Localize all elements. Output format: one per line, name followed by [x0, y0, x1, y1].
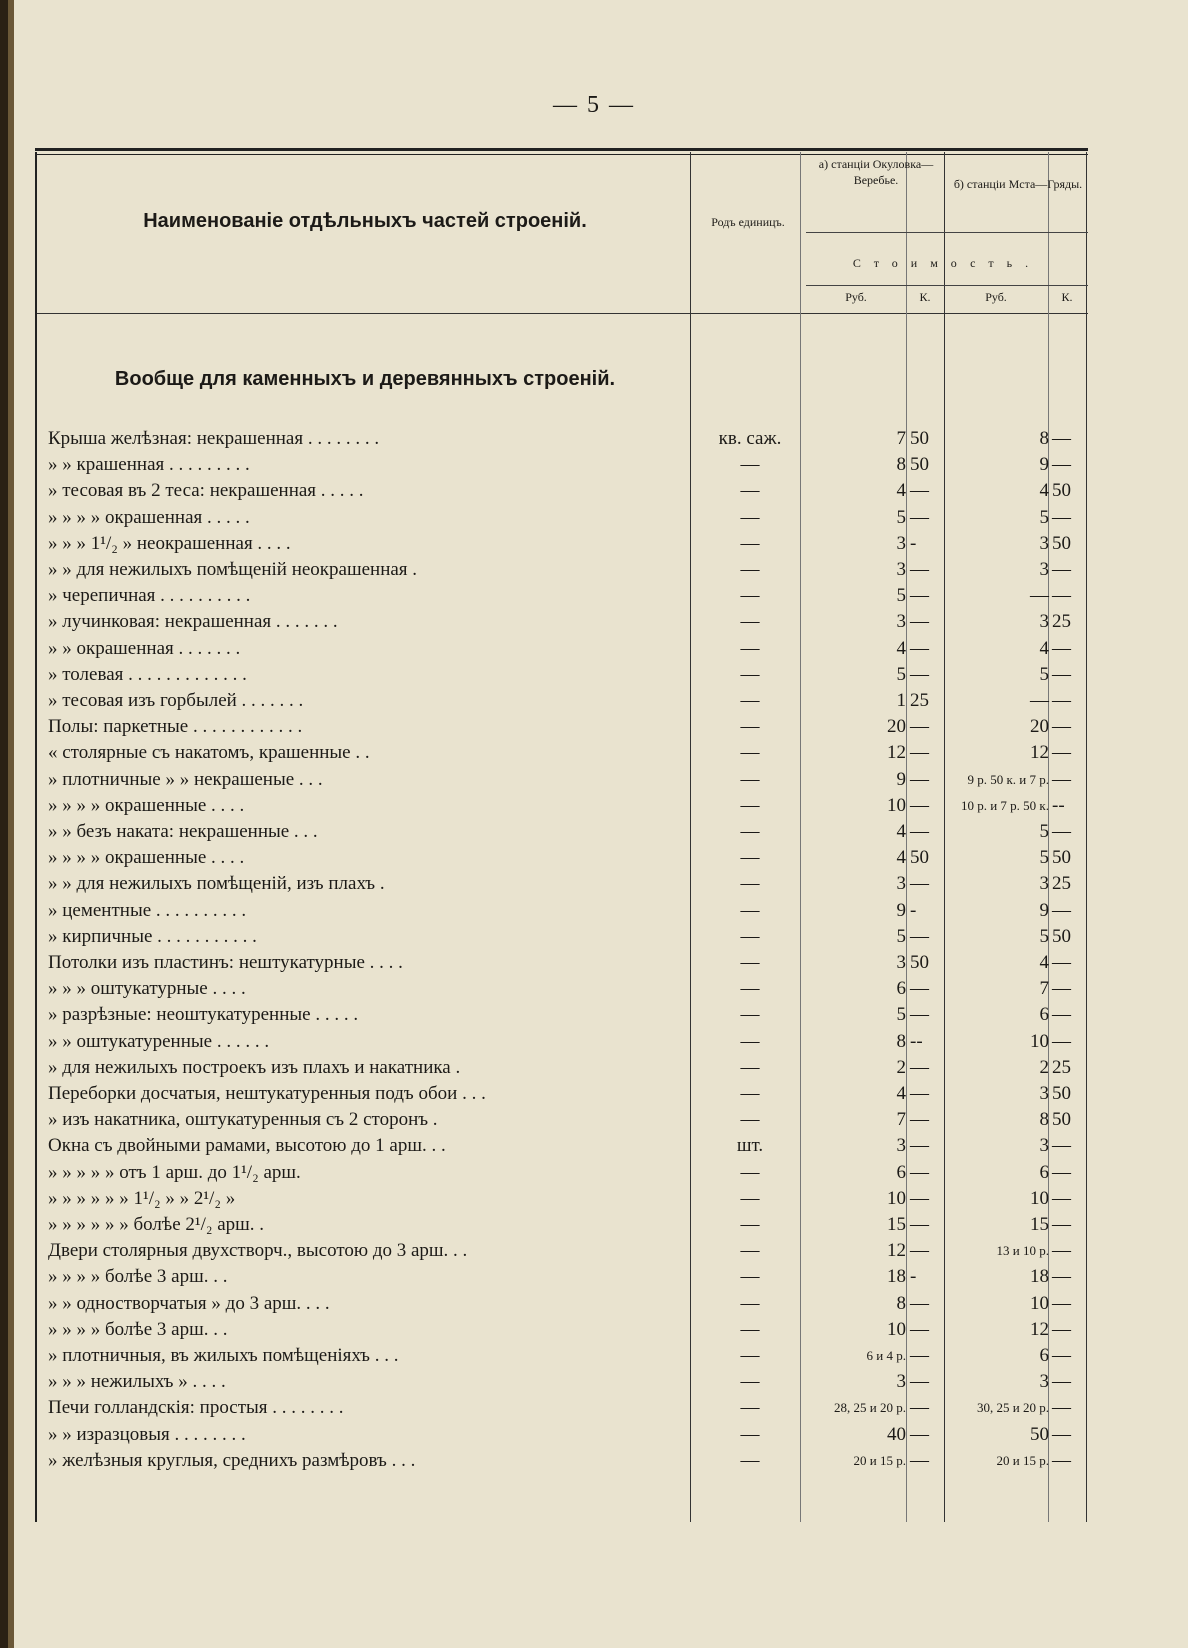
table-row	[0, 688, 1188, 714]
row-kop-a: —	[910, 611, 929, 633]
row-rub-b: 3	[1039, 1371, 1049, 1393]
row-rub-b: 30, 25 и 20 р.	[977, 1400, 1049, 1416]
row-item-name: Полы: паркетные . . . . . . . . . . . .	[48, 716, 303, 738]
row-kop-b: —	[1052, 428, 1071, 449]
table-row	[0, 924, 1188, 950]
row-unit: —	[740, 1449, 760, 1471]
row-kop-b: —	[1052, 690, 1071, 711]
row-rub-b: 10	[1030, 1030, 1049, 1052]
row-kop-b: —	[1052, 1240, 1071, 1262]
row-rub-b: 8	[1039, 1109, 1049, 1131]
row-kop-b: —	[1052, 1214, 1071, 1235]
header-station-rule	[806, 232, 1088, 233]
row-unit: —	[740, 1109, 760, 1131]
table-row	[0, 1317, 1188, 1343]
row-rub-b: 3	[1039, 1083, 1049, 1104]
row-item-name: Окна съ двойными рамами, высотою до 1 арш. . .	[48, 1135, 446, 1157]
row-kop-b: —	[1052, 1292, 1071, 1314]
row-unit: —	[740, 559, 760, 580]
row-item-name: » плотничные » » некрашеные . . .	[48, 768, 323, 790]
page-number: — 5 —	[553, 92, 635, 118]
table-row	[0, 1212, 1188, 1238]
table-row	[0, 1081, 1188, 1107]
row-item-name: » » » » окрашенная . . . . .	[48, 506, 250, 528]
row-item-name: » » для нежилыхъ помѣщеній, изъ плахъ .	[48, 873, 385, 895]
row-rub-a: 10	[887, 1318, 906, 1340]
table-row	[0, 1422, 1188, 1448]
row-kop-a: -	[910, 532, 917, 554]
row-unit: —	[740, 925, 760, 947]
row-item-name: Потолки изъ пластинъ: нештукатурные . . . .	[48, 952, 403, 973]
row-rub-a: 8	[896, 454, 906, 476]
row-rub-a: 1	[896, 690, 906, 711]
row-unit: —	[740, 1030, 760, 1052]
row-rub-a: 9	[896, 768, 906, 790]
row-item-name: » » безъ наката: некрашенные . . .	[48, 821, 318, 842]
row-kop-b: —	[1052, 1266, 1071, 1288]
row-kop-b: —	[1052, 716, 1071, 738]
row-rub-a: 18	[887, 1266, 906, 1288]
table-row	[0, 609, 1188, 635]
row-unit: —	[740, 768, 760, 790]
table-row	[0, 1107, 1188, 1133]
row-item-name: » » окрашенная . . . . . . .	[48, 637, 241, 659]
row-kop-a: -	[910, 899, 917, 921]
row-unit: —	[740, 1056, 760, 1078]
row-kop-b: —	[1052, 663, 1071, 685]
row-unit: —	[740, 1371, 760, 1393]
row-rub-b: 3	[1039, 559, 1049, 580]
row-kop-b: —	[1052, 1397, 1071, 1419]
row-item-name: » » изразцовыя . . . . . . . .	[48, 1423, 246, 1445]
row-unit: —	[740, 873, 760, 895]
row-item-name: » желѣзныя круглыя, среднихъ размѣровъ . . .	[48, 1449, 416, 1471]
row-kop-b: —	[1052, 1135, 1071, 1157]
table-row	[0, 557, 1188, 583]
header-unit: Родъ единицъ.	[711, 215, 785, 229]
table-row	[0, 1238, 1188, 1264]
row-rub-b: 12	[1030, 1318, 1049, 1340]
row-rub-b: 3	[1039, 1135, 1049, 1157]
row-rub-a: 5	[896, 1004, 906, 1026]
row-rub-b: 6	[1039, 1161, 1049, 1183]
row-kop-a: —	[910, 1240, 929, 1262]
row-kop-a: —	[910, 1109, 929, 1131]
table-row	[0, 583, 1188, 609]
row-item-name: » » » » » » 1¹/₂ » » 2¹/₂ »	[48, 1187, 236, 1209]
row-kop-a: —	[910, 1397, 929, 1419]
row-item-name: » цементные . . . . . . . . . .	[48, 899, 247, 921]
table-row	[0, 1002, 1188, 1028]
row-kop-a: —	[910, 1056, 929, 1078]
row-unit: —	[740, 1161, 760, 1183]
table-row	[0, 1343, 1188, 1369]
table-row	[0, 1160, 1188, 1186]
row-kop-a: —	[910, 1371, 929, 1393]
row-rub-a: 12	[887, 1240, 906, 1262]
row-unit: —	[740, 1004, 760, 1026]
row-rub-b: 4	[1039, 480, 1049, 502]
row-kop-b: --	[1052, 794, 1065, 816]
header-station-a: а) станціи Окуловка—Веребье.	[818, 157, 934, 187]
row-rub-a: 3	[896, 611, 906, 633]
row-unit: —	[740, 1318, 760, 1340]
row-unit: —	[740, 1083, 760, 1104]
row-kop-b: —	[1052, 1030, 1071, 1052]
table-row	[0, 871, 1188, 897]
row-item-name: » » для нежилыхъ помѣщеній неокрашенная .	[48, 559, 418, 580]
row-unit: —	[740, 1292, 760, 1314]
row-rub-a: 3	[896, 559, 906, 580]
row-kop-b: 25	[1052, 1056, 1071, 1078]
row-kop-b: —	[1052, 1004, 1071, 1026]
header-rub-a: Руб.	[845, 290, 867, 304]
row-rub-a: 5	[896, 663, 906, 685]
row-rub-b: 2	[1039, 1056, 1049, 1078]
table-row	[0, 1186, 1188, 1212]
table-row	[0, 898, 1188, 924]
row-rub-b: 20	[1030, 716, 1049, 738]
row-unit: —	[740, 663, 760, 685]
row-rub-a: 8	[896, 1030, 906, 1052]
table-row	[0, 1029, 1188, 1055]
row-item-name: Двери столярныя двухстворч., высотою до 3 арш. . .	[48, 1240, 468, 1262]
row-kop-b: —	[1052, 585, 1071, 607]
row-item-name: » кирпичные . . . . . . . . . . .	[48, 925, 257, 947]
header-kop-b: К.	[1061, 290, 1073, 304]
row-unit: —	[740, 611, 760, 633]
row-rub-a: 4	[896, 821, 906, 842]
row-kop-a: —	[910, 1161, 929, 1183]
row-rub-b: 10 р. и 7 р. 50 к.	[960, 797, 1049, 813]
row-rub-b: 5	[1039, 663, 1049, 685]
row-kop-b: —	[1052, 899, 1071, 921]
row-rub-b: 4	[1039, 952, 1049, 973]
row-kop-b: —	[1052, 821, 1071, 842]
row-item-name: » плотничныя, въ жилыхъ помѣщеніяхъ . . .	[48, 1345, 399, 1366]
header-rub-b: Руб.	[985, 290, 1007, 304]
row-item-name: » тесовая въ 2 теса: некрашенная . . . . .	[48, 480, 364, 502]
row-kop-a: —	[910, 925, 929, 947]
row-kop-a: —	[910, 1004, 929, 1026]
row-kop-a: —	[910, 742, 929, 764]
row-item-name: » » » нежилыхъ » . . . .	[48, 1371, 226, 1393]
row-rub-a: 7	[896, 428, 906, 449]
row-rub-b: —	[1030, 690, 1049, 711]
table-row	[0, 1448, 1188, 1474]
row-unit: —	[740, 899, 760, 921]
row-kop-a: --	[910, 1030, 923, 1052]
row-rub-a: 6	[896, 1161, 906, 1183]
row-kop-a: —	[910, 716, 929, 738]
row-rub-a: 4	[896, 847, 906, 869]
row-item-name: » » » » » » болѣе 2¹/₂ арш. .	[48, 1214, 265, 1235]
table-row	[0, 767, 1188, 793]
row-item-name: » » крашенная . . . . . . . . .	[48, 454, 250, 476]
row-rub-a: 20 и 15 р.	[853, 1452, 906, 1468]
row-unit: —	[740, 794, 760, 816]
row-kop-b: —	[1052, 742, 1071, 764]
row-kop-a: —	[910, 585, 929, 607]
row-unit: —	[740, 690, 760, 711]
table-row	[0, 714, 1188, 740]
row-kop-b: —	[1052, 952, 1071, 973]
row-unit: —	[740, 978, 760, 1000]
row-kop-b: 50	[1052, 847, 1071, 869]
header-cost: Стоимость.	[852, 256, 1042, 270]
row-kop-b: 50	[1052, 1083, 1071, 1104]
row-rub-a: 20	[887, 716, 906, 738]
row-kop-a: —	[910, 637, 929, 659]
row-unit: —	[740, 1214, 760, 1235]
table-top-rule-thin	[35, 154, 1088, 155]
row-item-name: » » » » окрашенные . . . .	[48, 794, 245, 816]
row-rub-a: 4	[896, 637, 906, 659]
row-rub-a: 2	[896, 1056, 906, 1078]
row-item-name: » тесовая изъ горбылей . . . . . . .	[48, 690, 304, 711]
row-rub-a: 28, 25 и 20 р.	[834, 1400, 906, 1416]
row-rub-a: 10	[887, 794, 906, 816]
row-item-name: » » » » окрашенные . . . .	[48, 847, 245, 869]
row-unit: —	[740, 847, 760, 869]
section-title: Вообще для каменныхъ и деревянныхъ строеній.	[114, 368, 616, 390]
row-kop-b: 25	[1052, 873, 1071, 895]
row-rub-b: 12	[1030, 742, 1049, 764]
row-item-name: » » оштукатуренные . . . . . .	[48, 1030, 270, 1052]
row-kop-a: —	[910, 821, 929, 842]
row-kop-b: —	[1052, 1423, 1071, 1445]
row-kop-b: —	[1052, 1345, 1071, 1366]
row-rub-a: 3	[896, 532, 906, 554]
table-row	[0, 426, 1188, 452]
row-kop-a: —	[910, 1423, 929, 1445]
row-unit: —	[740, 585, 760, 607]
row-kop-a: —	[910, 506, 929, 528]
table-row	[0, 662, 1188, 688]
row-kop-b: —	[1052, 454, 1071, 476]
row-rub-b: 10	[1030, 1187, 1049, 1209]
table-row	[0, 1133, 1188, 1159]
row-kop-a: 50	[910, 428, 929, 449]
row-unit: —	[740, 1397, 760, 1419]
row-item-name: « столярные съ накатомъ, крашенные . .	[48, 742, 370, 764]
row-unit: —	[740, 506, 760, 528]
row-kop-b: —	[1052, 637, 1071, 659]
header-station-b: б) станціи Мста—Гряды.	[953, 177, 1083, 191]
row-item-name: » лучинковая: некрашенная . . . . . . .	[48, 611, 338, 633]
table-row	[0, 505, 1188, 531]
row-rub-b: 5	[1039, 847, 1049, 869]
table-row	[0, 1055, 1188, 1081]
row-rub-a: 5	[896, 585, 906, 607]
row-rub-a: 4	[896, 1083, 906, 1104]
row-rub-b: 13 и 10 р.	[996, 1243, 1049, 1259]
table-row	[0, 636, 1188, 662]
row-kop-b: —	[1052, 1371, 1071, 1393]
row-kop-b: —	[1052, 1187, 1071, 1209]
row-rub-b: 7	[1039, 978, 1049, 1000]
row-unit: —	[740, 952, 760, 973]
row-kop-a: 25	[910, 690, 929, 711]
row-rub-a: 3	[896, 1135, 906, 1157]
row-item-name: Крыша желѣзная: некрашенная . . . . . . . .	[48, 428, 380, 449]
row-unit: —	[740, 454, 760, 476]
row-kop-a: —	[910, 794, 929, 816]
row-item-name: » черепичная . . . . . . . . . .	[48, 585, 251, 607]
row-rub-b: 3	[1039, 611, 1049, 633]
row-rub-a: 6 и 4 р.	[866, 1348, 906, 1363]
row-unit: —	[740, 637, 760, 659]
table-header-rule	[35, 313, 1088, 314]
row-rub-a: 3	[896, 1371, 906, 1393]
row-kop-b: —	[1052, 1449, 1071, 1471]
row-item-name: » изъ накатника, оштукатуренныя съ 2 сторонъ .	[48, 1109, 438, 1131]
header-kop-a: К.	[919, 290, 931, 304]
row-kop-a: —	[910, 663, 929, 685]
row-item-name: » » » 1¹/₂ » неокрашенная . . . .	[48, 532, 291, 554]
row-kop-b: 50	[1052, 532, 1071, 554]
header-item-name: Наименованіе отдѣльныхъ частей строеній.	[143, 210, 587, 232]
row-item-name: » для нежилыхъ построекъ изъ плахъ и накатника .	[48, 1056, 461, 1078]
row-rub-a: 7	[896, 1109, 906, 1131]
row-kop-a: 50	[910, 952, 929, 973]
row-rub-a: 15	[887, 1214, 906, 1235]
row-kop-a: —	[910, 559, 929, 580]
header-cost-rule	[806, 285, 1088, 286]
row-item-name: » » » » болѣе 3 арш. . .	[48, 1318, 228, 1340]
row-kop-a: —	[910, 1083, 929, 1104]
row-item-name: » » » » » отъ 1 арш. до 1¹/₂ арш.	[48, 1161, 301, 1183]
row-rub-a: 4	[896, 480, 906, 502]
table-row	[0, 793, 1188, 819]
table-row	[0, 452, 1188, 478]
row-kop-a: 50	[910, 454, 929, 476]
row-item-name: Печи голландскія: простыя . . . . . . . .	[48, 1397, 344, 1419]
table-row	[0, 1395, 1188, 1421]
table-row	[0, 976, 1188, 1002]
row-rub-a: 3	[896, 952, 906, 973]
row-rub-b: 15	[1030, 1214, 1049, 1235]
row-kop-b: 50	[1052, 480, 1071, 502]
row-rub-a: 3	[896, 873, 906, 895]
table-row	[0, 819, 1188, 845]
table-row	[0, 1291, 1188, 1317]
row-kop-a: 50	[910, 847, 929, 869]
table-row	[0, 1264, 1188, 1290]
row-kop-b: —	[1052, 1318, 1071, 1340]
row-unit: —	[740, 742, 760, 764]
row-kop-b: 50	[1052, 1109, 1071, 1131]
table-row	[0, 845, 1188, 871]
row-rub-b: 5	[1039, 821, 1049, 842]
row-kop-a: —	[910, 873, 929, 895]
row-item-name: » » одностворчатыя » до 3 арш. . . .	[48, 1292, 330, 1314]
row-kop-b: —	[1052, 768, 1071, 790]
table-row	[0, 478, 1188, 504]
row-unit: шт.	[736, 1135, 764, 1157]
row-kop-a: —	[910, 1318, 929, 1340]
row-rub-a: 8	[896, 1292, 906, 1314]
row-rub-a: 12	[887, 742, 906, 764]
row-kop-b: —	[1052, 559, 1071, 580]
row-unit: кв. саж.	[718, 428, 782, 449]
table-row	[0, 531, 1188, 557]
row-item-name: » толевая . . . . . . . . . . . . .	[48, 663, 247, 685]
table-top-rule	[35, 148, 1088, 151]
row-rub-b: —	[1030, 585, 1049, 607]
row-kop-b: —	[1052, 506, 1071, 528]
row-rub-a: 10	[887, 1187, 906, 1209]
row-rub-b: 5	[1039, 506, 1049, 528]
row-kop-b: —	[1052, 1161, 1071, 1183]
row-kop-b: 25	[1052, 611, 1071, 633]
table-row	[0, 740, 1188, 766]
row-rub-a: 40	[887, 1423, 906, 1445]
row-kop-a: —	[910, 1292, 929, 1314]
table-row	[0, 1369, 1188, 1395]
row-kop-a: —	[910, 1345, 929, 1366]
row-item-name: » » » » болѣе 3 арш. . .	[48, 1266, 228, 1288]
row-rub-b: 9 р. 50 к. и 7 р.	[967, 771, 1049, 787]
row-item-name: Переборки досчатыя, нештукатуренныя подъ обои . . .	[48, 1083, 486, 1104]
row-unit: —	[740, 1187, 760, 1209]
row-rub-b: 18	[1030, 1266, 1049, 1288]
row-kop-a: —	[910, 768, 929, 790]
row-kop-a: —	[910, 480, 929, 502]
row-rub-b: 5	[1039, 925, 1049, 947]
row-unit: —	[740, 1240, 760, 1262]
row-kop-b: —	[1052, 978, 1071, 1000]
row-rub-b: 3	[1039, 532, 1049, 554]
row-rub-b: 50	[1030, 1423, 1049, 1445]
row-unit: —	[740, 1345, 760, 1366]
table-row	[0, 950, 1188, 976]
row-rub-b: 6	[1039, 1004, 1049, 1026]
row-unit: —	[740, 821, 760, 842]
row-item-name: » разрѣзные: неоштукатуренные . . . . .	[48, 1004, 359, 1026]
row-kop-a: —	[910, 1187, 929, 1209]
row-rub-b: 10	[1030, 1292, 1049, 1314]
row-kop-a: —	[910, 1135, 929, 1157]
row-item-name: » » » оштукатурные . . . .	[48, 978, 246, 1000]
row-kop-a: -	[910, 1266, 917, 1288]
row-rub-a: 9	[896, 899, 906, 921]
row-unit: —	[740, 716, 760, 738]
row-kop-a: —	[910, 1214, 929, 1235]
row-rub-b: 4	[1039, 637, 1049, 659]
row-unit: —	[740, 480, 760, 502]
row-rub-b: 8	[1039, 428, 1049, 449]
row-rub-b: 3	[1039, 873, 1049, 895]
row-unit: —	[740, 532, 760, 554]
row-rub-b: 20 и 15 р.	[996, 1452, 1049, 1468]
row-kop-b: 50	[1052, 925, 1071, 947]
row-rub-b: 9	[1039, 899, 1049, 921]
row-rub-b: 6	[1039, 1345, 1049, 1366]
row-rub-a: 5	[896, 506, 906, 528]
row-rub-a: 6	[896, 978, 906, 1000]
row-kop-a: —	[910, 1449, 929, 1471]
row-rub-a: 5	[896, 925, 906, 947]
row-kop-a: —	[910, 978, 929, 1000]
row-rub-b: 9	[1039, 454, 1049, 476]
row-unit: —	[740, 1423, 760, 1445]
row-unit: —	[740, 1266, 760, 1288]
